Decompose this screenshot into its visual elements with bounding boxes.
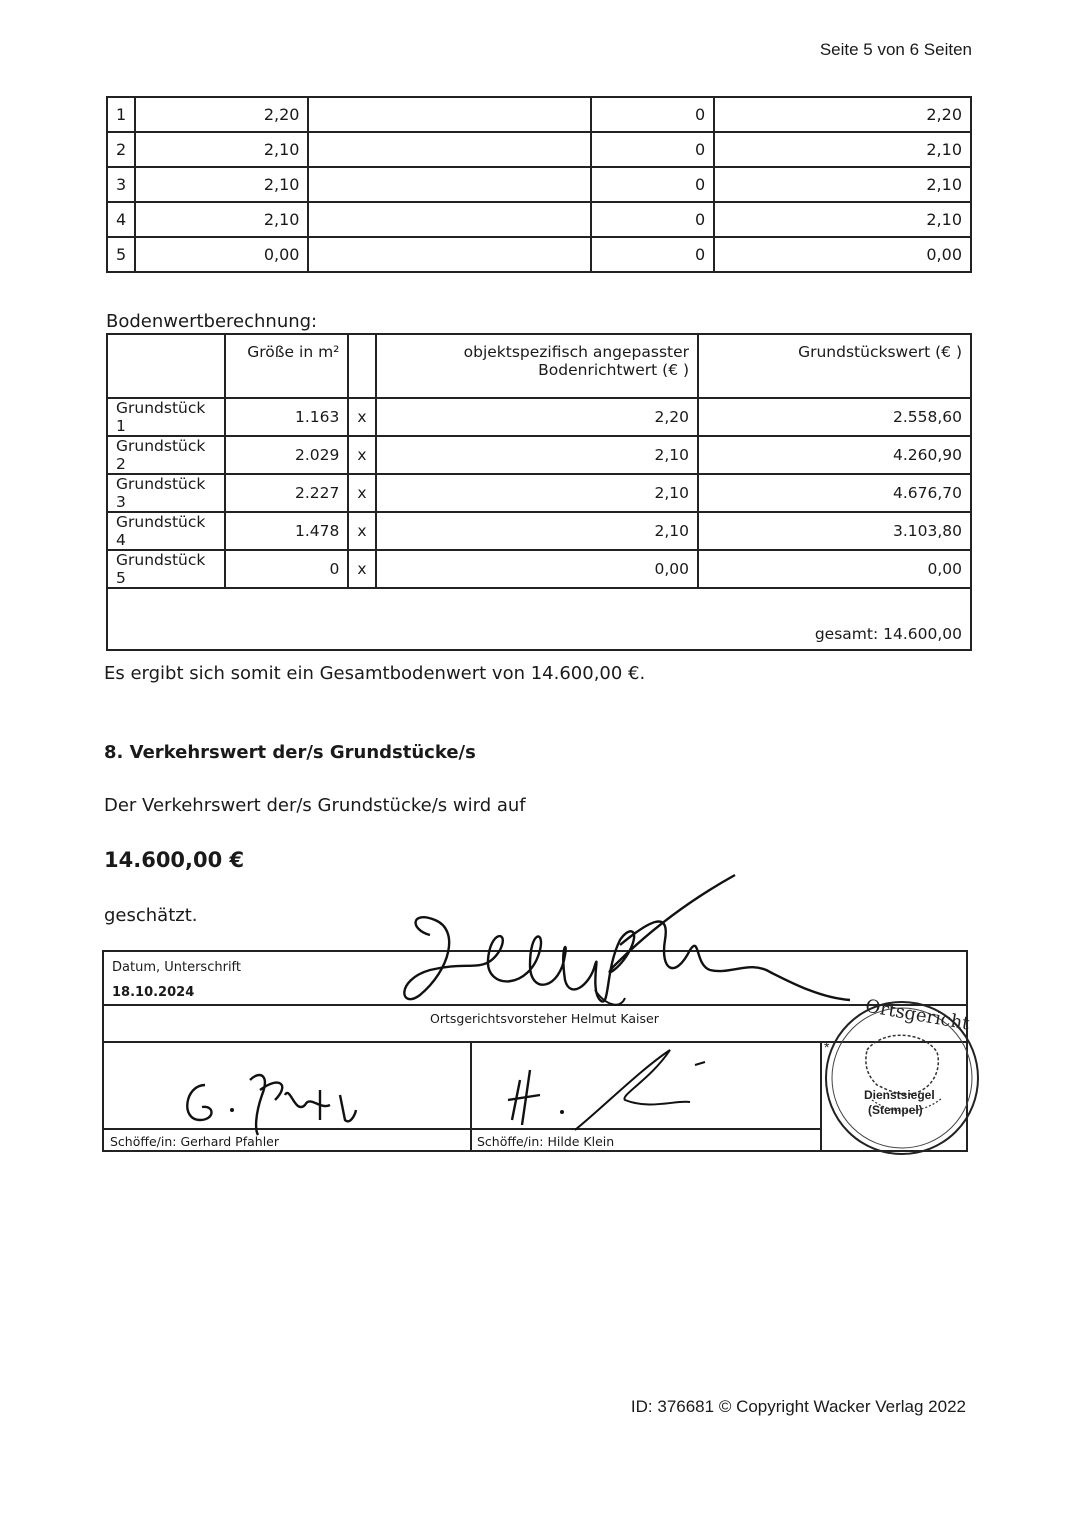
cell: 0,00 [376, 550, 698, 588]
cell: 0 [591, 167, 714, 202]
table-row [107, 167, 971, 202]
table-row [107, 474, 971, 512]
cell [308, 132, 590, 167]
cell: 0 [591, 202, 714, 237]
cell: 2.227 [225, 474, 348, 512]
row-number: 1 [107, 97, 135, 132]
cell: 0 [225, 550, 348, 588]
parcel-name: Grundstück 3 [107, 474, 225, 512]
chair-signature [390, 870, 860, 1015]
table-row [107, 202, 971, 237]
cell [107, 334, 225, 398]
row-number: 2 [107, 132, 135, 167]
assessor1-label: Schöffe/in: Gerhard Pfahler [110, 1134, 280, 1149]
seal-top-text: Ortsgericht [863, 995, 972, 1035]
cell: 3.103,80 [698, 512, 971, 550]
cell: x [348, 398, 375, 436]
table-row [107, 512, 971, 550]
geschaetzt-text: geschätzt. [104, 905, 198, 926]
table-header-row [107, 334, 971, 398]
bodenwert-table [106, 333, 972, 651]
cell: 0 [591, 237, 714, 272]
total-row [107, 588, 971, 650]
parcel-name: Grundstück 4 [107, 512, 225, 550]
verkehrswert-amount: 14.600,00 € [104, 848, 245, 872]
date-label: Datum, Unterschrift [112, 960, 241, 975]
cell: 2,10 [376, 436, 698, 474]
cell: 0,00 [698, 550, 971, 588]
cell [308, 202, 590, 237]
gesamtbodenwert-text: Es ergibt sich somit ein Gesamtbodenwert von 14.600,00 €. [104, 663, 646, 684]
cell: 2,10 [135, 167, 308, 202]
table-row [107, 550, 971, 588]
table-row [107, 436, 971, 474]
cell [308, 97, 590, 132]
cell: 2.029 [225, 436, 348, 474]
cell: 1.163 [225, 398, 348, 436]
total-value: gesamt: 14.600,00 [107, 588, 971, 650]
table-row [107, 97, 971, 132]
cell [308, 167, 590, 202]
cell: 2,10 [135, 202, 308, 237]
header-value: Grundstückswert (€ ) [698, 334, 971, 398]
header-size: Größe in m² [225, 334, 348, 398]
cell: x [348, 474, 375, 512]
cell: 2,20 [376, 398, 698, 436]
cell: x [348, 436, 375, 474]
cell: 2,10 [376, 474, 698, 512]
table-row [107, 237, 971, 272]
parcel-name: Grundstück 5 [107, 550, 225, 588]
cell: x [348, 512, 375, 550]
assessor1-signature [170, 1065, 370, 1140]
cell: x [348, 550, 375, 588]
cell: 2,20 [135, 97, 308, 132]
cell: 1.478 [225, 512, 348, 550]
header-line: Bodenrichtwert (€ ) [538, 361, 690, 379]
date-value: 18.10.2024 [112, 985, 195, 1000]
cell: 2,10 [376, 512, 698, 550]
table-row [107, 398, 971, 436]
page-number: Seite 5 von 6 Seiten [819, 40, 972, 59]
row-number: 5 [107, 237, 135, 272]
cell: 0,00 [135, 237, 308, 272]
cell: 0 [591, 132, 714, 167]
verkehrswert-text: Der Verkehrswert der/s Grundstücke/s wird auf [104, 795, 526, 816]
cell: 2,10 [135, 132, 308, 167]
cell: 2,10 [714, 132, 971, 167]
table-row [107, 132, 971, 167]
divider [470, 1043, 472, 1150]
chair-label: Ortsgerichtsvorsteher Helmut Kaiser [430, 1011, 659, 1026]
cell: 2,20 [714, 97, 971, 132]
section-title: 8. Verkehrswert der/s Grundstücke/s [104, 742, 476, 763]
parcel-name: Grundstück 2 [107, 436, 225, 474]
cell: 0,00 [714, 237, 971, 272]
row-number: 3 [107, 167, 135, 202]
cell: 2,10 [714, 202, 971, 237]
seal-label-line2: (Stempel) [868, 1103, 923, 1117]
top-values-table [106, 96, 972, 273]
cell: 2.558,60 [698, 398, 971, 436]
cell: 4.260,90 [698, 436, 971, 474]
assessor2-label: Schöffe/in: Hilde Klein [477, 1134, 615, 1149]
cell: 0 [591, 97, 714, 132]
assessor2-signature [500, 1040, 740, 1135]
footer: ID: 376681 © Copyright Wacker Verlag 2022 [630, 1397, 966, 1416]
row-number: 4 [107, 202, 135, 237]
svg-text:*: * [824, 1039, 830, 1055]
header-bodenrichtwert [376, 334, 698, 398]
cell: 4.676,70 [698, 474, 971, 512]
header-line: objektspezifisch angepasster [463, 343, 690, 361]
parcel-name: Grundstück 1 [107, 398, 225, 436]
cell: 2,10 [714, 167, 971, 202]
cell [348, 334, 375, 398]
seal-label-line1: Dienstsiegel [864, 1088, 935, 1102]
cell [308, 237, 590, 272]
official-seal [812, 990, 992, 1165]
bodenwert-title: Bodenwertberechnung: [106, 311, 318, 332]
